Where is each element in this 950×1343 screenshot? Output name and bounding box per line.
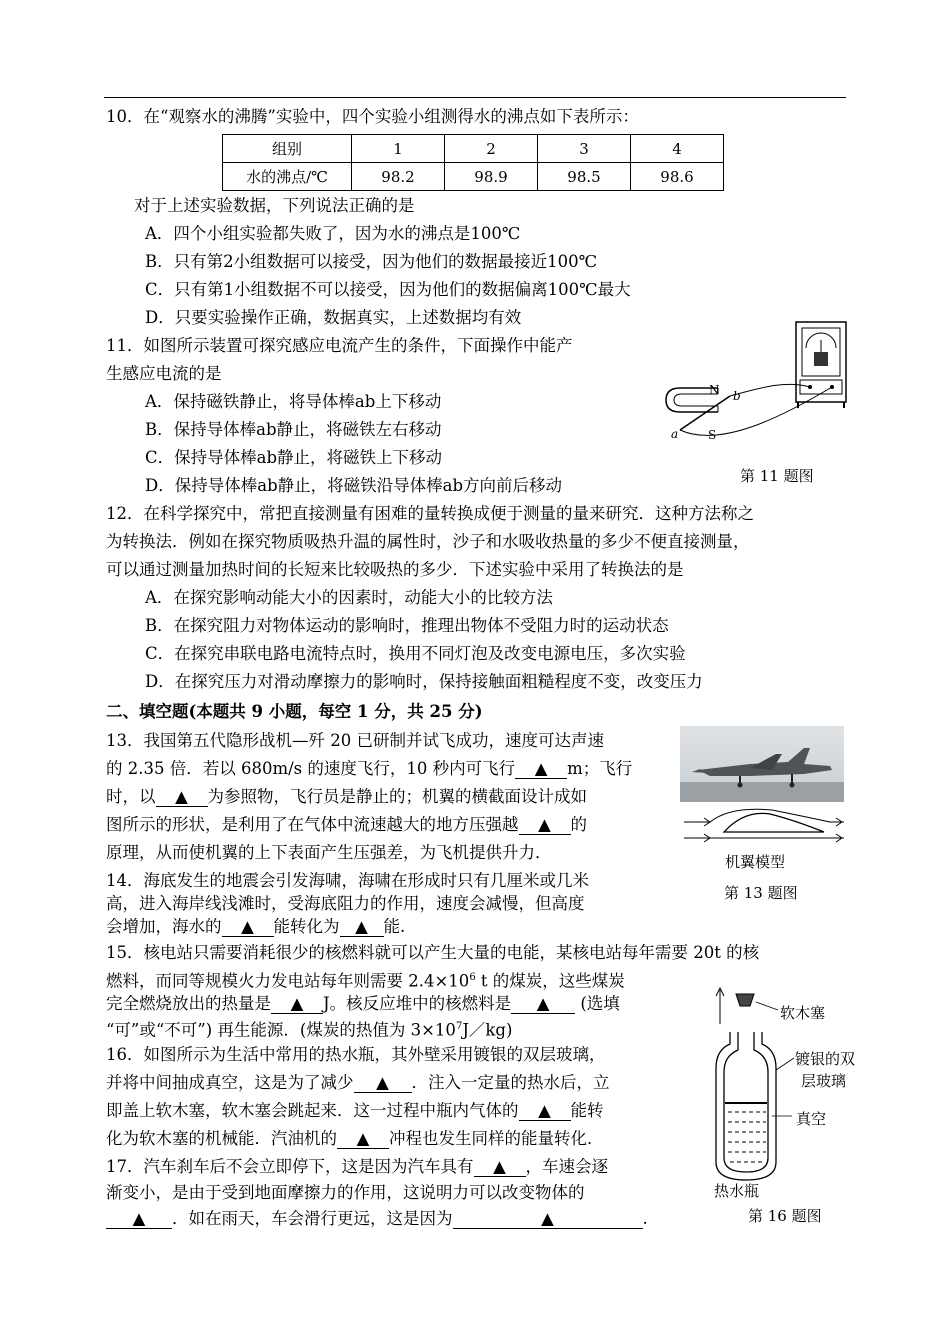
header-rule <box>104 97 846 98</box>
q11-option-c: C．保持导体棒ab静止，将磁铁上下移动 <box>145 448 443 467</box>
q10-option-d: D．只要实验操作正确，数据真实，上述数据均有效 <box>145 308 522 327</box>
q15-text: (选填 <box>575 994 620 1013</box>
q12-option-d: D．在探究压力对滑动摩擦力的影响时，保持接触面粗糙程度不变，改变压力 <box>145 672 703 691</box>
q15-line2 <box>106 967 625 993</box>
galvanometer-figure <box>660 318 850 448</box>
wing-model-caption: 机翼模型 <box>725 853 786 871</box>
q12-option-c: C．在探究串联电路电流特点时，换用不同灯泡及改变电源电压，多次实验 <box>145 644 686 663</box>
q16-text: 化为软木塞的机械能．汽油机的 <box>106 1129 337 1148</box>
glass-label-line2: 层玻璃 <box>801 1072 847 1090</box>
q12-line3: 可以通过测量加热时间的长短来比较吸热的多少．下述实验中采用了转换法的是 <box>106 560 684 579</box>
answer-blank[interactable]: ▲ <box>271 995 323 1014</box>
table-cell: 4 <box>631 135 724 163</box>
q15-line4 <box>106 1016 512 1042</box>
q14-line1: 14．海底发生的地震会引发海啸，海啸在形成时只有几厘米或几米 <box>106 871 589 890</box>
q13-text: 图所示的形状，是利用了在气体中流速越大的地方压强越 <box>106 815 519 834</box>
q11-option-a: A．保持磁铁静止，将导体棒ab上下移动 <box>145 392 442 411</box>
q10-option-b: B．只有第2小组数据可以接受，因为他们的数据最接近100℃ <box>145 252 598 271</box>
q15-line3 <box>106 993 620 1015</box>
q13-text: 的 <box>570 815 587 834</box>
q14-line3 <box>106 916 405 938</box>
answer-blank[interactable]: ▲ <box>519 816 571 835</box>
q16-text: 冲程也发生同样的能量转化． <box>389 1129 604 1148</box>
answer-blank[interactable]: ▲ <box>106 1210 172 1229</box>
table-cell: 98.2 <box>352 163 445 191</box>
q16-figure-caption: 第 16 题图 <box>748 1207 822 1225</box>
q10-option-a: A．四个小组实验都失败了，因为水的沸点是100℃ <box>145 224 521 243</box>
answer-blank[interactable]: ▲ <box>511 995 575 1014</box>
q13-text: 为参照物，飞行员是静止的；机翼的横截面设计成如 <box>207 787 587 806</box>
q16-text: ．注入一定量的热水后，立 <box>411 1073 610 1092</box>
q10-stem: 10．在“观察水的沸腾”实验中，四个实验小组测得水的沸点如下表所示： <box>106 107 639 126</box>
section-title: 二、填空题(本题共 9 小题，每空 1 分，共 25 分) <box>106 702 483 721</box>
exponent: 6 <box>469 972 476 983</box>
glass-label-line1: 镀银的双 <box>795 1050 856 1068</box>
q12-line2: 为转换法．例如在探究物质吸热升温的属性时，沙子和水吸收热量的多少不便直接测量， <box>106 532 750 551</box>
q16-line3 <box>106 1100 604 1122</box>
q14-text: 会增加，海水的 <box>106 917 222 936</box>
q16-text: 能转 <box>570 1101 604 1120</box>
q17-line3 <box>106 1208 648 1230</box>
q13-text: 时，以 <box>106 787 156 806</box>
table-row <box>223 163 724 191</box>
answer-blank[interactable]: ▲ <box>354 1074 412 1093</box>
table-cell: 组别 <box>223 135 352 163</box>
q15-text: J／kg) <box>462 1020 513 1040</box>
q16-line2 <box>106 1072 610 1094</box>
wing-model-diagram <box>684 808 844 844</box>
q17-text: ．如在雨天，车会滑行更远，这是因为 <box>172 1209 453 1228</box>
conductor-b-label: b <box>733 389 741 403</box>
table-cell: 2 <box>445 135 538 163</box>
magnet-n-label: N <box>709 383 720 397</box>
q12-option-a: A．在探究影响动能大小的因素时，动能大小的比较方法 <box>145 588 553 607</box>
q15-text: “可”或“不可”) 再生能源．(煤炭的热值为 3×10 <box>106 1020 456 1040</box>
q16-line4 <box>106 1128 604 1150</box>
q17-line1 <box>106 1156 608 1178</box>
cork-label: 软木塞 <box>780 1004 826 1022</box>
table-cell: 1 <box>352 135 445 163</box>
q15-text: 燃料，而同等规模火力发电站每年则需要 2.4×10 <box>106 971 470 991</box>
q11-option-b: B．保持导体棒ab静止，将磁铁左右移动 <box>145 420 442 439</box>
q13-text: 的 2.35 倍．若以 680m/s 的速度飞行，10 秒内可飞行 <box>106 759 516 778</box>
q15-text: t 的煤炭，这些煤炭 <box>475 971 625 991</box>
q15-line1: 15．核电站只需要消耗很少的核燃料就可以产生大量的电能，某核电站每年需要 20t 的核 <box>106 943 760 962</box>
thermos-label: 热水瓶 <box>714 1182 760 1200</box>
q13-line2 <box>106 758 632 780</box>
conductor-a-label: a <box>671 427 679 441</box>
answer-blank[interactable]: ▲ <box>156 788 208 807</box>
answer-blank[interactable]: ▲ <box>340 918 384 937</box>
q16-text: 即盖上软木塞，软木塞会跳起来．这一过程中瓶内气体的 <box>106 1101 519 1120</box>
q14-text: 能. <box>383 917 406 936</box>
q13-line5: 原理，从而使机翼的上下表面产生压强差，为飞机提供升力． <box>106 843 552 862</box>
q10-option-c: C．只有第1小组数据不可以接受，因为他们的数据偏离100℃最大 <box>145 280 631 299</box>
q13-line4 <box>106 814 587 836</box>
table-cell: 98.5 <box>538 163 631 191</box>
q12-option-b: B．在探究阻力对物体运动的影响时，推理出物体不受阻力时的运动状态 <box>145 616 669 635</box>
q13-text: m；飞行 <box>567 759 633 778</box>
q17-line2: 渐变小，是由于受到地面摩擦力的作用，这说明力可以改变物体的 <box>106 1183 585 1202</box>
q14-text: 能转化为 <box>273 917 340 936</box>
q15-text: J。核反应堆中的核燃料是 <box>323 994 512 1013</box>
q12-line1: 12．在科学探究中，常把直接测量有困难的量转换成便于测量的量来研究．这种方法称之 <box>106 504 754 523</box>
q13-line1: 13．我国第五代隐形战机—歼 20 已研制并试飞成功，速度可达声速 <box>106 731 604 750</box>
q10-prompt: 对于上述实验数据，下列说法正确的是 <box>134 196 415 215</box>
q11-option-d: D．保持导体棒ab静止，将磁铁沿导体棒ab方向前后移动 <box>145 476 563 495</box>
table-cell: 水的沸点/℃ <box>223 163 352 191</box>
q16-text: 并将中间抽成真空，这是为了减少 <box>106 1073 354 1092</box>
q14-line2: 高，进入海岸线浅滩时，受海底阻力的作用，速度会减慢，但高度 <box>106 894 585 913</box>
table-cell: 98.9 <box>445 163 538 191</box>
boiling-point-table <box>222 134 724 191</box>
q15-text: 完全燃烧放出的热量是 <box>106 994 271 1013</box>
q11-stem-line2: 生感应电流的是 <box>106 364 222 383</box>
table-cell: 3 <box>538 135 631 163</box>
answer-blank[interactable]: ▲ <box>519 1102 571 1121</box>
vacuum-label: 真空 <box>796 1110 827 1128</box>
fighter-jet-photo <box>680 726 844 802</box>
q13-figure-caption: 第 13 题图 <box>724 884 798 902</box>
q17-text: 17．汽车刹车后不会立即停下，这是因为汽车具有 <box>106 1157 474 1176</box>
q16-line1: 16．如图所示为生活中常用的热水瓶，其外壁采用镀银的双层玻璃， <box>106 1045 606 1064</box>
q17-text: . <box>642 1209 648 1228</box>
answer-blank[interactable]: ▲ <box>337 1130 389 1149</box>
answer-blank[interactable]: ▲ <box>453 1210 643 1229</box>
q13-line3 <box>106 786 587 808</box>
magnet-s-label: S <box>708 428 717 442</box>
table-cell: 98.6 <box>631 163 724 191</box>
answer-blank[interactable]: ▲ <box>515 760 567 779</box>
q17-text: ，车速会逐 <box>525 1157 608 1176</box>
answer-blank[interactable]: ▲ <box>474 1158 526 1177</box>
table-row <box>223 135 724 163</box>
q11-stem-line1: 11．如图所示装置可探究感应电流产生的条件，下面操作中能产 <box>106 336 573 355</box>
answer-blank[interactable]: ▲ <box>222 918 274 937</box>
q11-figure-caption: 第 11 题图 <box>740 467 814 485</box>
exponent: 7 <box>455 1021 463 1032</box>
